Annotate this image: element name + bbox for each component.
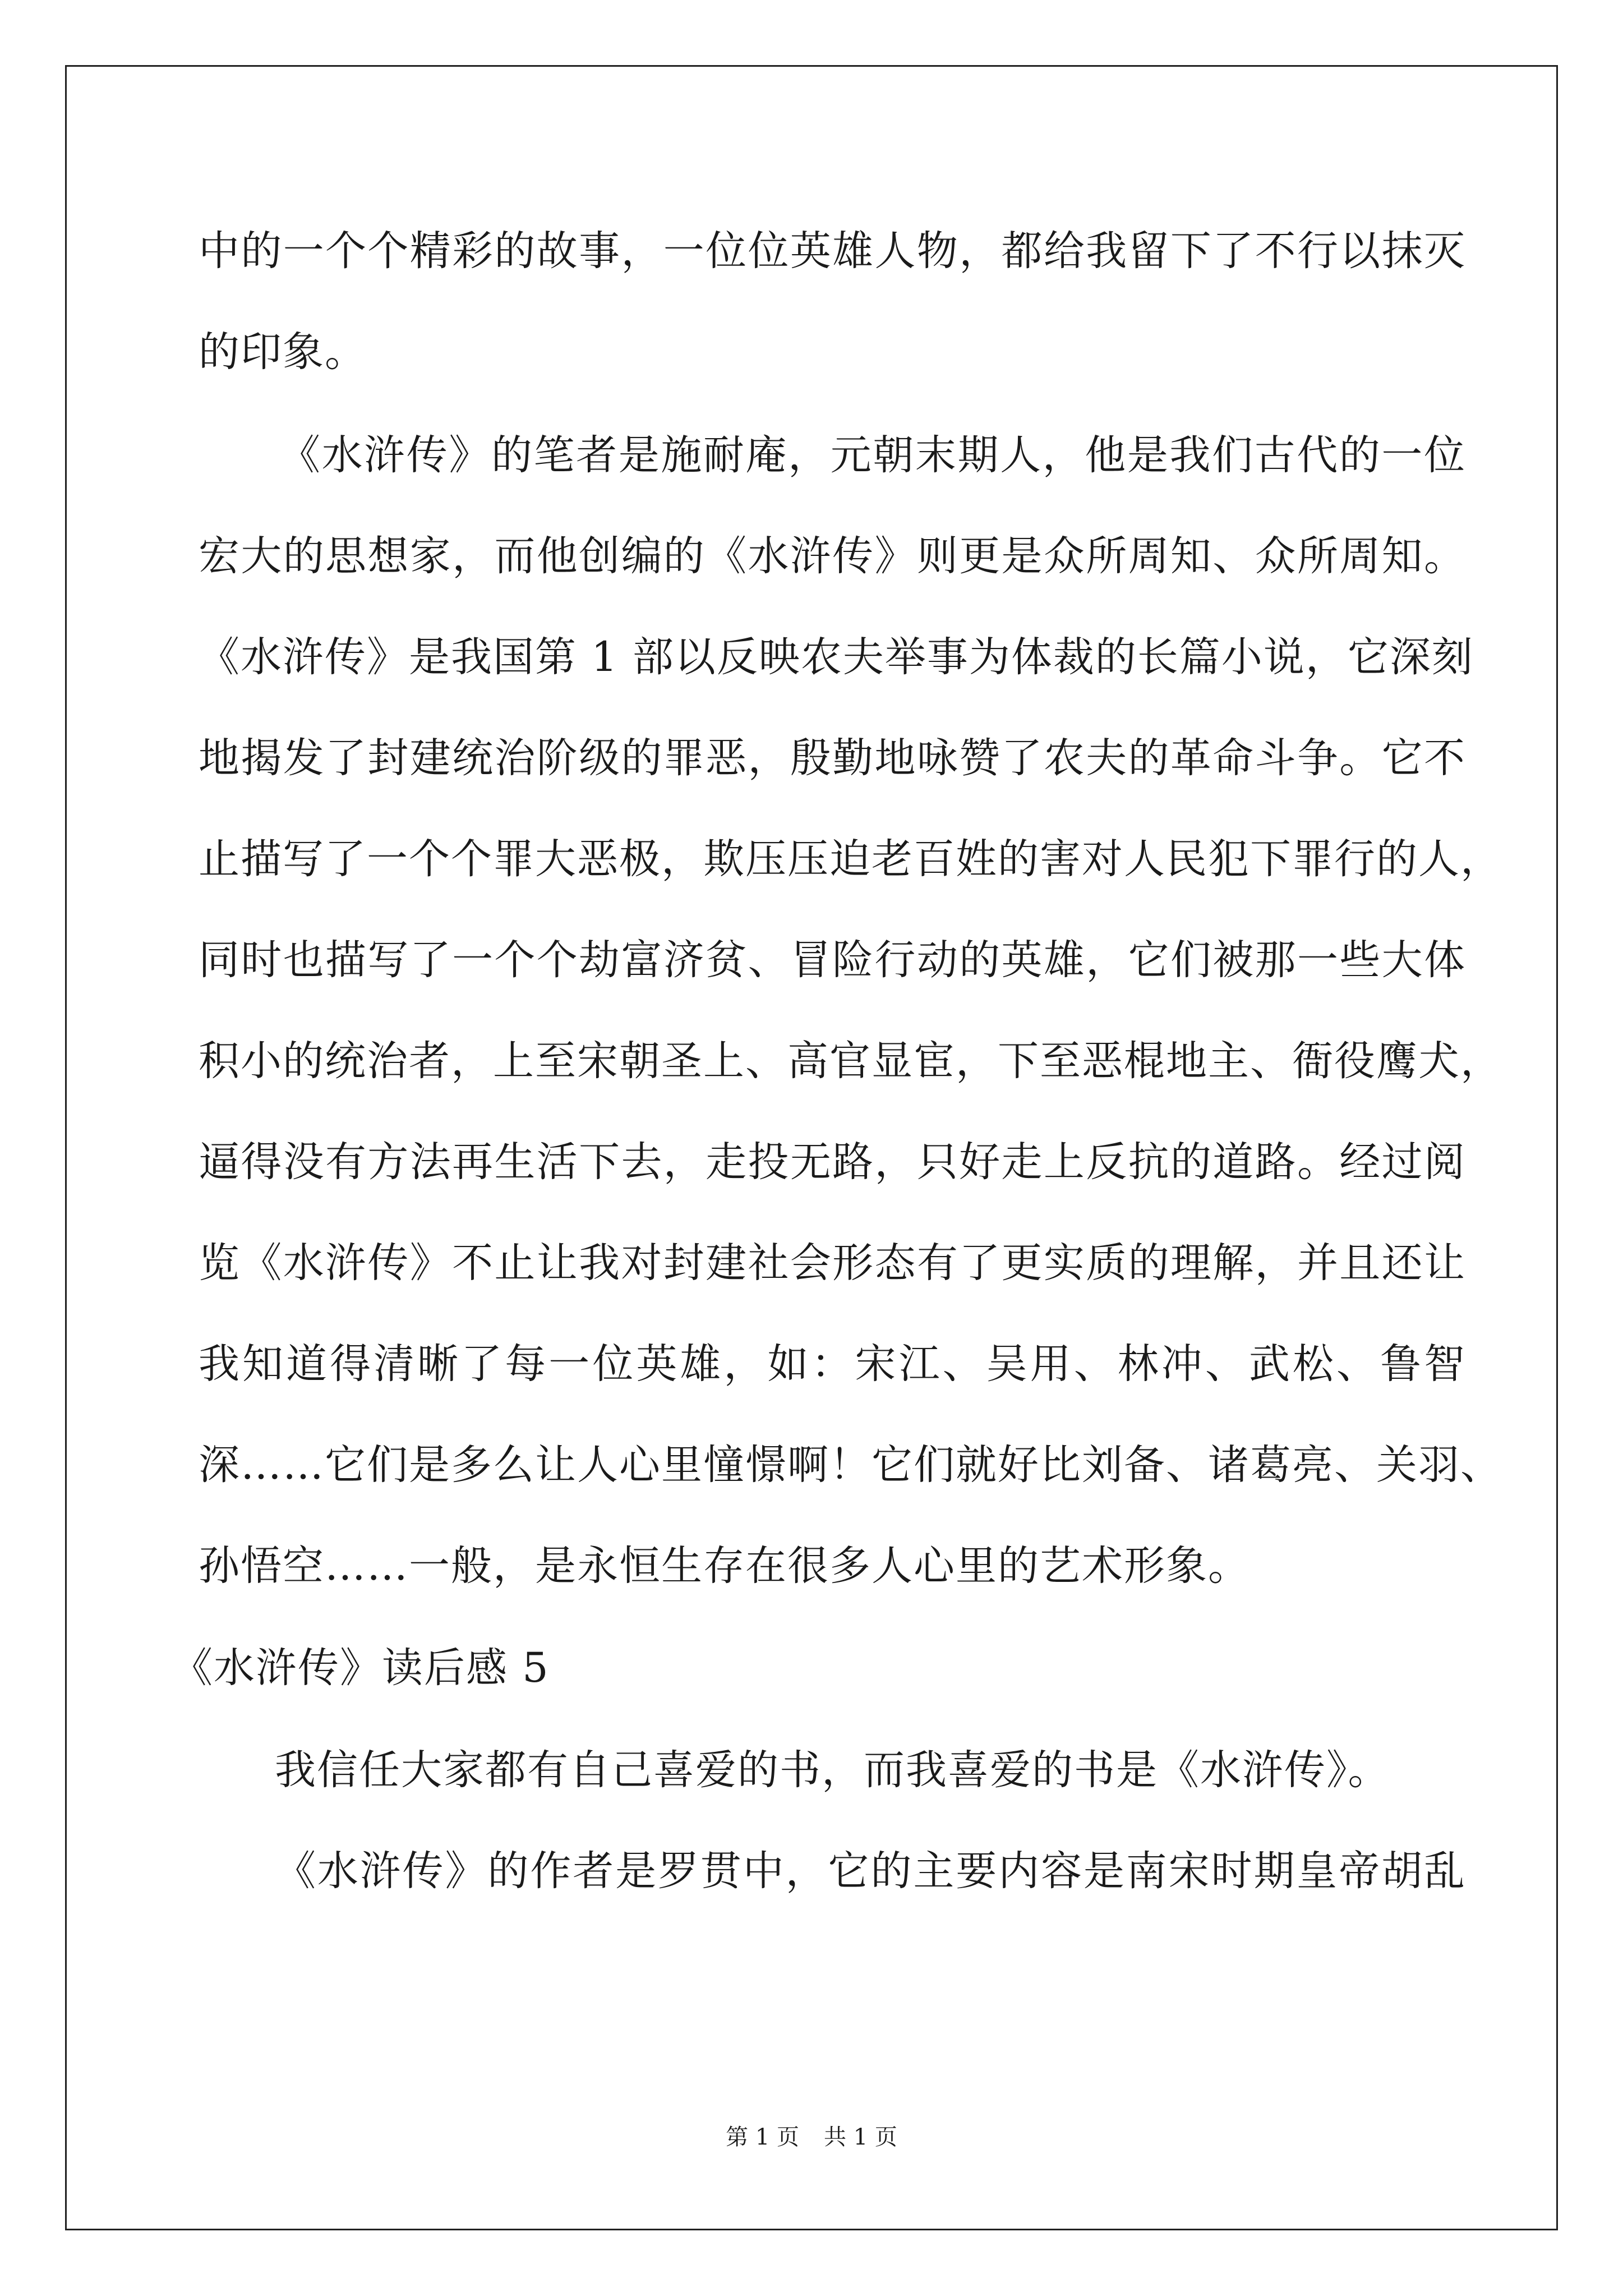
page-footer xyxy=(0,2120,1623,2154)
paragraph-line: 中的一个个精彩的故事，一位位英雄人物，都给我留下了不行以抹灭 xyxy=(199,227,1466,275)
page-count: 共 1 页 xyxy=(824,2124,897,2150)
paragraph-line: 《水浒传》的笔者是施耐庵，元朝末期人，他是我们古代的一位 xyxy=(279,431,1466,479)
paragraph-line: 览《水浒传》不止让我对封建社会形态有了更实质的理解，并且还让 xyxy=(199,1239,1466,1287)
paragraph-line: 同时也描写了一个个劫富济贫、冒险行动的英雄，它们被那一些大体 xyxy=(199,936,1466,984)
paragraph-line: 的印象。 xyxy=(199,328,367,376)
paragraph-line: 逼得没有方法再生活下去，走投无路，只好走上反抗的道路。经过阅 xyxy=(199,1138,1466,1186)
paragraph-line: 深……它们是多么让人心里憧憬啊！它们就好比刘备、诸葛亮、关羽、 xyxy=(199,1441,1502,1489)
paragraph-line: 地揭发了封建统治阶级的罪恶，殷勤地咏赞了农夫的革命斗争。它不 xyxy=(199,734,1466,782)
paragraph-line: 积小的统治者，上至宋朝圣上、高官显宦，下至恶棍地主、衙役鹰犬， xyxy=(199,1037,1502,1085)
paragraph-line: 我信任大家都有自己喜爱的书，而我喜爱的书是《水浒传》。 xyxy=(275,1746,1390,1794)
page-number: 第 1 页 xyxy=(726,2124,799,2150)
paragraph-line: 孙悟空……一般，是永恒生存在很多人心里的艺术形象。 xyxy=(199,1542,1250,1590)
paragraph-line: 我知道得清晰了每一位英雄，如：宋江、吴用、林冲、武松、鲁智 xyxy=(199,1340,1466,1388)
paragraph-line: 《水浒传》是我国第 1 部以反映农夫举事为体裁的长篇小说，它深刻 xyxy=(199,633,1474,681)
paragraph-line: 宏大的思想家，而他创编的《水浒传》则更是众所周知、众所周知。 xyxy=(199,532,1466,580)
section-title: 《水浒传》读后感 5 xyxy=(172,1644,550,1692)
paragraph-line: 止描写了一个个罪大恶极，欺压压迫老百姓的害对人民犯下罪行的人， xyxy=(199,835,1502,883)
paragraph-line: 《水浒传》的作者是罗贯中，它的主要内容是南宋时期皇帝胡乱 xyxy=(275,1847,1466,1895)
